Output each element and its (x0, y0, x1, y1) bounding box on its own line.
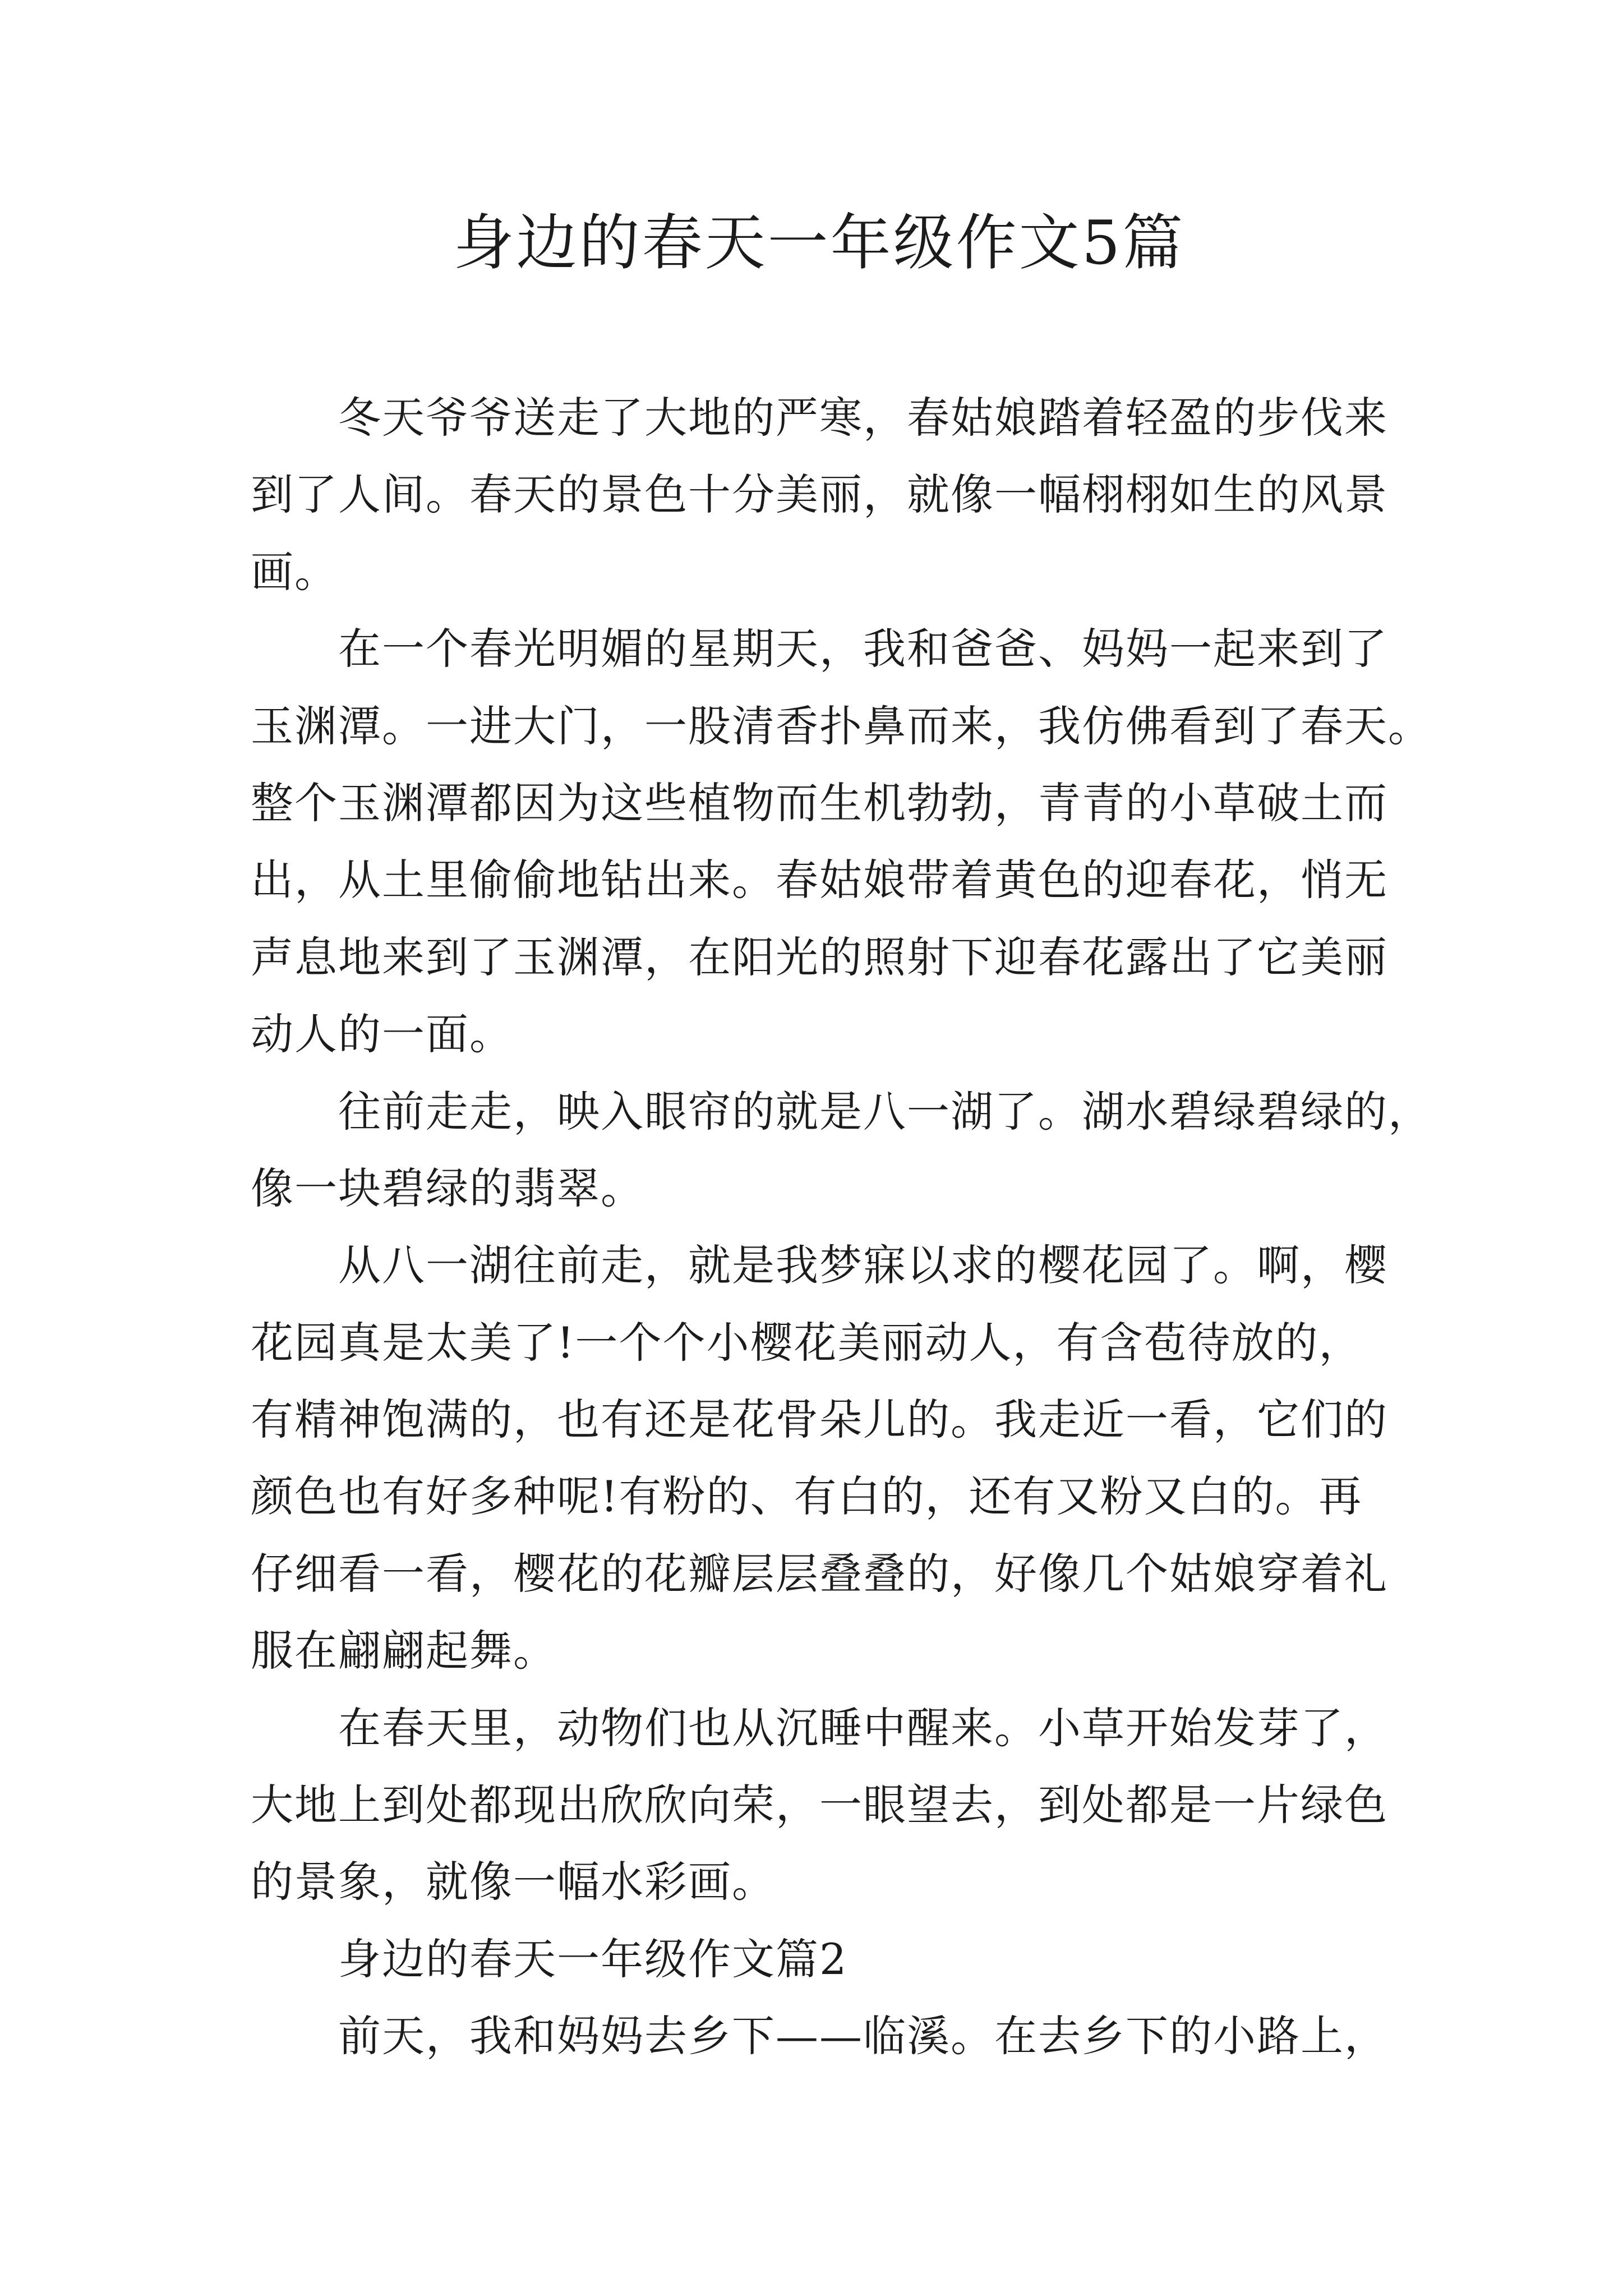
document-body (251, 379, 1541, 2075)
text-line: 大地上到处都现出欣欣向荣，一眼望去，到处都是一片绿色 (251, 1780, 1388, 1830)
text-line: 有精神饱满的，也有还是花骨朵儿的。我走近一看，它们的 (251, 1395, 1388, 1445)
paragraph (251, 379, 1541, 610)
paragraph (251, 1227, 1541, 1689)
text-line: 在春天里，动物们也从沉睡中醒来。小草开始发芽了， (338, 1703, 1388, 1753)
text-line: 身边的春天一年级作文篇2 (338, 1934, 848, 1984)
text-line: 的景象，就像一幅水彩画。 (251, 1857, 776, 1907)
text-line: 往前走走，映入眼帘的就是八一湖了。湖水碧绿碧绿的， (338, 1086, 1432, 1137)
paragraph (251, 1073, 1541, 1227)
section-heading (251, 1921, 1541, 1998)
text-line: 画。 (251, 546, 338, 597)
text-line: 仔细看一看，樱花的花瓣层层叠叠的，好像几个姑娘穿着礼 (251, 1548, 1388, 1599)
text-line: 服在翩翩起舞。 (251, 1626, 557, 1676)
text-line: 出，从土里偷偷地钻出来。春姑娘带着黄色的迎春花，悄无 (251, 855, 1388, 905)
text-line: 花园真是太美了!一个个小樱花美丽动人，有含苞待放的， (251, 1317, 1363, 1368)
paragraph (251, 1998, 1541, 2074)
text-line: 到了人间。春天的景色十分美丽，就像一幅栩栩如生的风景 (251, 470, 1388, 520)
text-line: 声息地来到了玉渊潭，在阳光的照射下迎春花露出了它美丽 (251, 932, 1388, 982)
paragraph (251, 1690, 1541, 1921)
text-line: 冬天爷爷送走了大地的严寒，春姑娘踏着轻盈的步伐来 (338, 393, 1388, 443)
text-line: 颜色也有好多种呢!有粉的、有白的，还有又粉又白的。再 (251, 1471, 1363, 1522)
text-line: 从八一湖往前走，就是我梦寐以求的樱花园了。啊，樱 (338, 1240, 1388, 1291)
document-title: 身边的春天一年级作文5篇 (453, 208, 1186, 278)
text-line: 动人的一面。 (251, 1009, 513, 1060)
text-line: 像一块碧绿的翡翠。 (251, 1163, 644, 1213)
text-line: 玉渊潭。一进大门，一股清香扑鼻而来，我仿佛看到了春天。 (251, 701, 1432, 751)
text-line: 在一个春光明媚的星期天，我和爸爸、妈妈一起来到了 (338, 624, 1388, 674)
text-line: 整个玉渊潭都因为这些植物而生机勃勃，青青的小草破土而 (251, 777, 1388, 828)
text-line: 前天，我和妈妈去乡下——临溪。在去乡下的小路上， (338, 2011, 1388, 2062)
paragraph (251, 610, 1541, 1073)
